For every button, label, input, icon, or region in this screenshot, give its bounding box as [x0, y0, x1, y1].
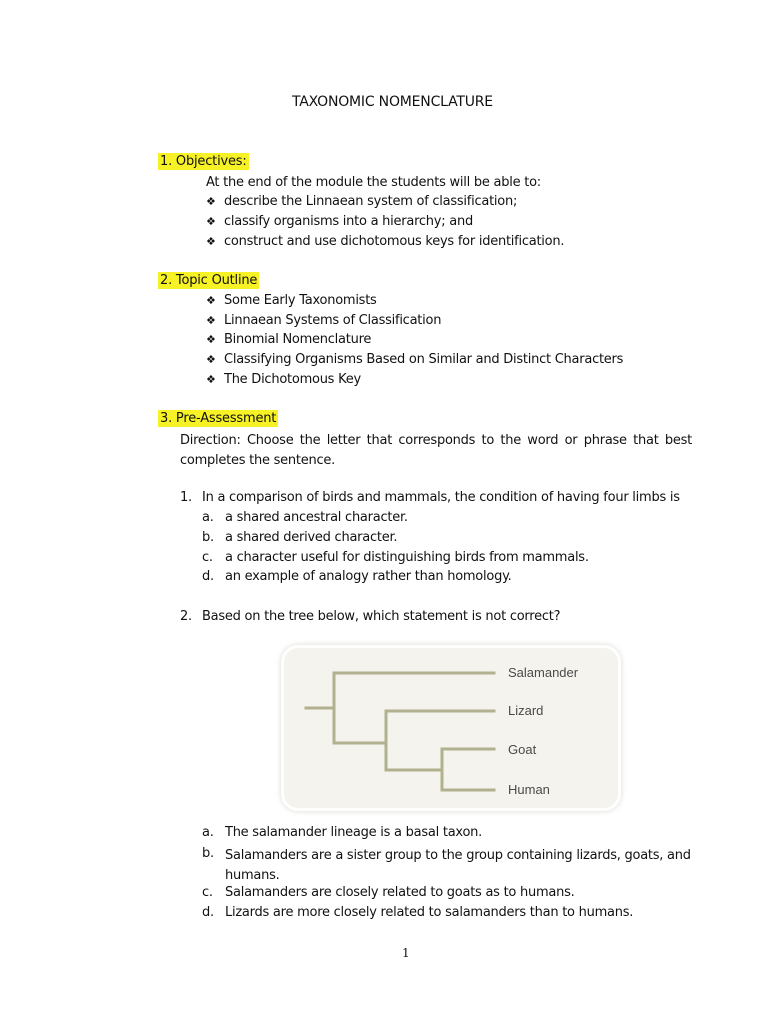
objective-item — [206, 194, 517, 209]
taxon-label-lizard: Lizard — [508, 703, 544, 718]
question-number: 2. — [180, 609, 192, 624]
diamond-bullet-icon: ❖ — [206, 195, 216, 208]
objectives-heading-highlight: 1. Objectives: — [160, 154, 247, 169]
question-text: Based on the tree below, which statement is not correct? — [202, 609, 561, 624]
choice-letter: b. — [202, 846, 214, 861]
document-title: TAXONOMIC NOMENCLATURE — [292, 94, 493, 110]
objective-item — [206, 214, 473, 229]
choice-letter: c. — [202, 550, 213, 565]
diamond-bullet-icon: ❖ — [206, 314, 216, 327]
taxon-label-salamander: Salamander — [508, 665, 579, 680]
choice-text: Salamanders are a sister group to the group containing lizards, goats, and humans. — [225, 848, 691, 883]
phylogenetic-tree-figure — [284, 648, 618, 808]
outline-item — [206, 372, 361, 387]
diamond-bullet-icon: ❖ — [206, 373, 216, 386]
choice-letter: d. — [202, 569, 214, 584]
objective-text: construct and use dichotomous keys for identification. — [224, 234, 565, 249]
choice-text: a shared derived character. — [225, 530, 398, 545]
choice-letter: d. — [202, 905, 214, 920]
preassessment-heading — [158, 411, 278, 426]
choice-text: a shared ancestral character. — [225, 510, 408, 525]
taxon-label-human: Human — [508, 782, 550, 797]
diamond-bullet-icon: ❖ — [206, 333, 216, 346]
choice-letter: a. — [202, 510, 214, 525]
choice-text: an example of analogy rather than homology. — [225, 569, 512, 584]
phylogenetic-tree-diagram — [284, 648, 618, 808]
diamond-bullet-icon: ❖ — [206, 353, 216, 366]
outline-text: Linnaean Systems of Classification — [224, 313, 442, 328]
question-text: In a comparison of birds and mammals, the condition of having four limbs is — [202, 490, 680, 505]
outline-item — [206, 352, 623, 367]
choice-letter: b. — [202, 530, 214, 545]
diamond-bullet-icon: ❖ — [206, 235, 216, 248]
objective-text: classify organisms into a hierarchy; and — [224, 214, 473, 229]
outline-item — [206, 293, 377, 308]
objective-text: describe the Linnaean system of classification; — [224, 194, 518, 209]
outline-heading-highlight: 2. Topic Outline — [160, 273, 258, 288]
diamond-bullet-icon: ❖ — [206, 215, 216, 228]
diamond-bullet-icon: ❖ — [206, 294, 216, 307]
outline-item — [206, 313, 441, 328]
choice-text: a character useful for distinguishing birds from mammals. — [225, 550, 589, 565]
objective-item — [206, 234, 564, 249]
choice-text: The salamander lineage is a basal taxon. — [225, 825, 483, 840]
outline-item — [206, 332, 371, 347]
choice-letter: c. — [202, 885, 213, 900]
objectives-intro: At the end of the module the students will be able to: — [206, 175, 541, 190]
page-number: 1 — [402, 946, 410, 960]
choice-letter: a. — [202, 825, 214, 840]
outline-heading — [158, 273, 259, 288]
outline-text: Some Early Taxonomists — [224, 293, 377, 308]
choice-text: Salamanders are closely related to goats as to humans. — [225, 885, 575, 900]
choice-text: Lizards are more closely related to salamanders than to humans. — [225, 905, 634, 920]
question-number: 1. — [180, 490, 192, 505]
outline-text: Binomial Nomenclature — [224, 332, 372, 347]
outline-text: Classifying Organisms Based on Similar and Distinct Characters — [224, 352, 624, 367]
preassessment-heading-highlight: 3. Pre-Assessment — [160, 411, 277, 426]
objectives-heading — [158, 154, 249, 169]
preassessment-direction: Direction: Choose the letter that corresponds to the word or phrase that best completes the sentence. — [180, 433, 692, 468]
outline-text: The Dichotomous Key — [224, 372, 361, 387]
taxon-label-goat: Goat — [508, 742, 537, 757]
